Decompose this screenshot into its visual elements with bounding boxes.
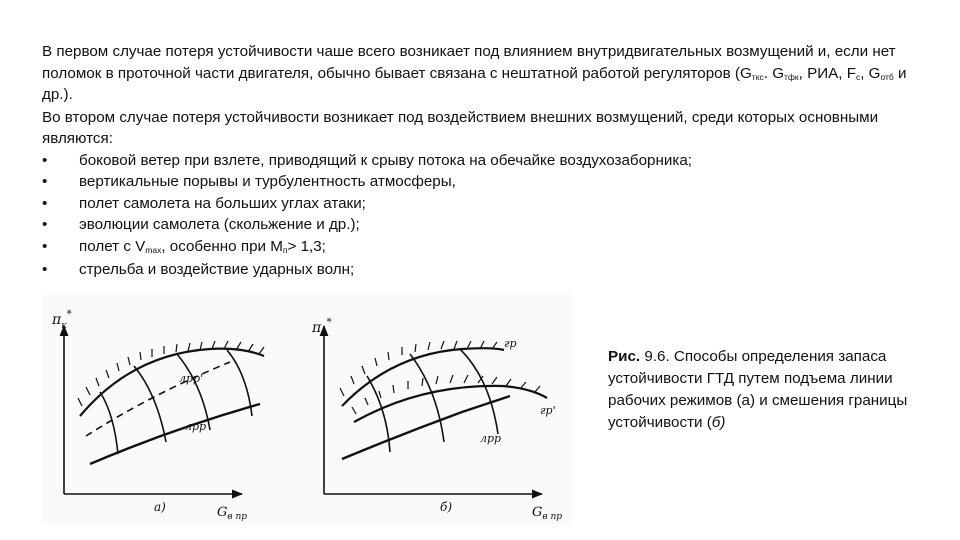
p1-sub-1: ткс	[751, 71, 764, 82]
left-x-label: $G_{в пр}$	[217, 505, 248, 522]
right-gr-shifted-label: гр'	[540, 404, 556, 417]
p1-sub-4: отб	[880, 71, 894, 82]
caption-italic: б)	[711, 414, 726, 431]
bullet-text: стрельба и воздействие ударных волн;	[79, 261, 355, 278]
bullet-sub: max	[145, 244, 162, 255]
compressor-map-figure	[42, 294, 572, 524]
bullet-text: вертикальные порывы и турбулентность атмосферы,	[79, 173, 456, 190]
left-lrr-label: лрр	[185, 420, 207, 433]
bullet-text: , особенно при M	[161, 237, 283, 255]
caption-prefix: Рис.	[608, 348, 641, 365]
right-gr-label: гр	[504, 337, 517, 350]
p1-text-2: . G	[763, 64, 785, 82]
bullet-text: полет самолета на больших углах атаки;	[79, 194, 366, 212]
bullet-dot: •	[42, 261, 48, 278]
right-panel-label: б)	[440, 500, 453, 514]
bullet-list	[42, 150, 922, 281]
right-y-label: $\pi_к^*$	[312, 317, 332, 339]
list-item	[42, 236, 922, 258]
bullet-dot: •	[42, 173, 48, 190]
paragraph-internal-disturbances	[42, 41, 922, 106]
p1-text-1: В первом случае потеря устойчивости чаше всего возникает под влиянием внутридвигательных возмущений и, если нет поломок в проточной части двигателя, обычно бывает связана с нештатной работой регуляторов (G	[42, 43, 896, 82]
list-item	[42, 214, 922, 236]
p1-sub-2: тфк	[784, 71, 799, 82]
list-item	[42, 150, 922, 172]
left-lrr-shifted-label: лрр'	[179, 372, 204, 385]
bullet-text: > 1,3;	[287, 237, 326, 255]
bullet-dot: •	[42, 194, 48, 212]
bullet-text: боковой ветер при взлете, приводящий к срыву потока на обечайке воздухозаборника;	[79, 151, 693, 169]
bullet-text: эволюции самолета (скольжение и др.);	[79, 216, 360, 233]
left-y-label: $\pi_к^*$	[52, 309, 72, 331]
p1-text-4: , G	[860, 64, 881, 82]
figure-caption	[608, 346, 908, 434]
list-item	[42, 171, 922, 193]
bullet-dot: •	[42, 237, 48, 255]
bullet-sub: п	[282, 244, 288, 255]
list-item	[42, 259, 922, 281]
list-item	[42, 193, 922, 215]
bullet-dot: •	[42, 151, 48, 169]
paragraph-external-disturbances: Во втором случае потеря устойчивости возникает под воздействием внешних возмущений, среди которых основными являются:	[42, 108, 879, 147]
figure-9-6	[42, 294, 572, 524]
right-x-label: $G_{в пр}$	[532, 505, 563, 522]
main-text	[42, 41, 922, 281]
p1-sub-3: c	[855, 71, 861, 82]
bullet-dot: •	[42, 216, 48, 233]
left-panel-label: а)	[154, 500, 166, 514]
right-lrr-label: лрр	[480, 432, 502, 445]
caption-text: 9.6. Способы определения запаса устойчивости ГТД путем подъема линии рабочих режимов (а) и смешения границы устойчивости (	[608, 348, 908, 431]
p1-text-3: , РИА, F	[798, 64, 856, 82]
p1-text-5: и др.).	[42, 64, 907, 103]
bullet-text: полет с V	[79, 237, 146, 255]
